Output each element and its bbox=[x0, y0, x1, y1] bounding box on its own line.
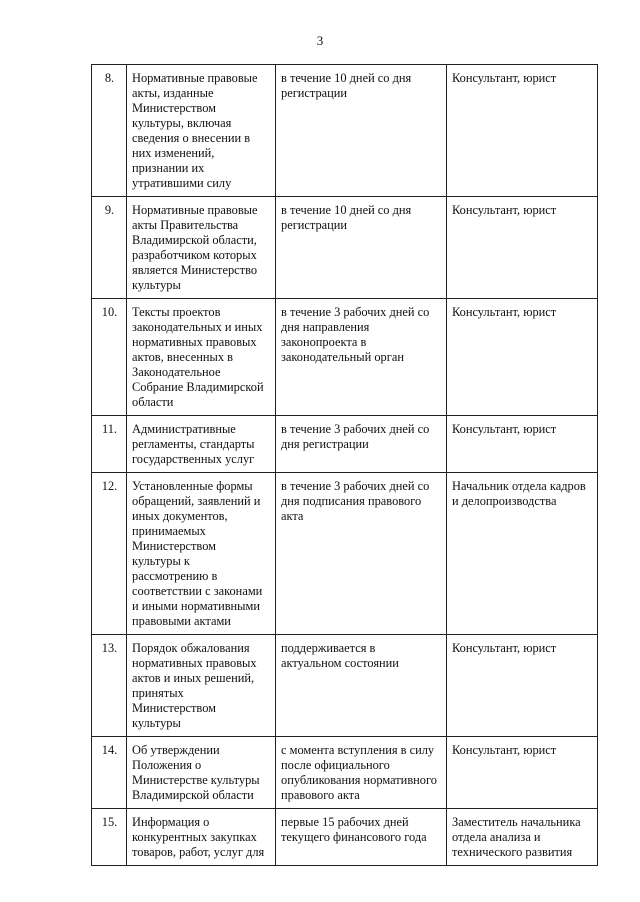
page-number: 3 bbox=[316, 33, 324, 48]
responsible-cell: Консультант, юрист bbox=[447, 299, 598, 416]
row-number: 10. bbox=[92, 299, 127, 416]
row-number: 8. bbox=[92, 65, 127, 197]
table-row bbox=[92, 809, 598, 866]
document-type-cell: Административные регламенты, стандарты государственных услуг bbox=[127, 416, 276, 473]
row-number: 15. bbox=[92, 809, 127, 866]
table-row bbox=[92, 65, 598, 197]
deadline-cell: в течение 3 рабочих дней со дня подписания правового акта bbox=[276, 473, 447, 635]
table-row bbox=[92, 299, 598, 416]
document-table bbox=[91, 64, 598, 866]
table-row bbox=[92, 635, 598, 737]
document-type-cell: Нормативные правовые акты, изданные Министерством культуры, включая сведения о внесении в них изменений, признании их утратившими силу bbox=[127, 65, 276, 197]
responsible-cell: Консультант, юрист bbox=[447, 416, 598, 473]
row-number: 12. bbox=[92, 473, 127, 635]
deadline-cell: поддерживается в актуальном состоянии bbox=[276, 635, 447, 737]
deadline-cell: в течение 3 рабочих дней со дня направления законопроекта в законодательный орган bbox=[276, 299, 447, 416]
row-number: 11. bbox=[92, 416, 127, 473]
document-type-cell: Установленные формы обращений, заявлений и иных документов, принимаемых Министерством культуры к рассмотрению в соответствии с законами и иными нормативными правовыми актами bbox=[127, 473, 276, 635]
table-row bbox=[92, 737, 598, 809]
table-row bbox=[92, 416, 598, 473]
table-row bbox=[92, 197, 598, 299]
document-type-cell: Тексты проектов законодательных и иных нормативных правовых актов, внесенных в Законодательное Собрание Владимирской области bbox=[127, 299, 276, 416]
document-type-cell: Информация о конкурентных закупках товаров, работ, услуг для bbox=[127, 809, 276, 866]
document-type-cell: Порядок обжалования нормативных правовых актов и иных решений, принятых Министерством культуры bbox=[127, 635, 276, 737]
deadline-cell: в течение 10 дней со дня регистрации bbox=[276, 65, 447, 197]
deadline-cell: с момента вступления в силу после официального опубликования нормативного правового акта bbox=[276, 737, 447, 809]
responsible-cell: Консультант, юрист bbox=[447, 197, 598, 299]
responsible-cell: Консультант, юрист bbox=[447, 65, 598, 197]
row-number: 9. bbox=[92, 197, 127, 299]
responsible-cell: Консультант, юрист bbox=[447, 737, 598, 809]
responsible-cell: Консультант, юрист bbox=[447, 635, 598, 737]
responsible-cell: Заместитель начальника отдела анализа и технического развития bbox=[447, 809, 598, 866]
row-number: 14. bbox=[92, 737, 127, 809]
document-type-cell: Нормативные правовые акты Правительства Владимирской области, разработчиком которых является Министерство культуры bbox=[127, 197, 276, 299]
deadline-cell: первые 15 рабочих дней текущего финансового года bbox=[276, 809, 447, 866]
document-type-cell: Об утверждении Положения о Министерстве культуры Владимирской области bbox=[127, 737, 276, 809]
table-row bbox=[92, 473, 598, 635]
deadline-cell: в течение 10 дней со дня регистрации bbox=[276, 197, 447, 299]
responsible-cell: Начальник отдела кадров и делопроизводства bbox=[447, 473, 598, 635]
deadline-cell: в течение 3 рабочих дней со дня регистрации bbox=[276, 416, 447, 473]
row-number: 13. bbox=[92, 635, 127, 737]
